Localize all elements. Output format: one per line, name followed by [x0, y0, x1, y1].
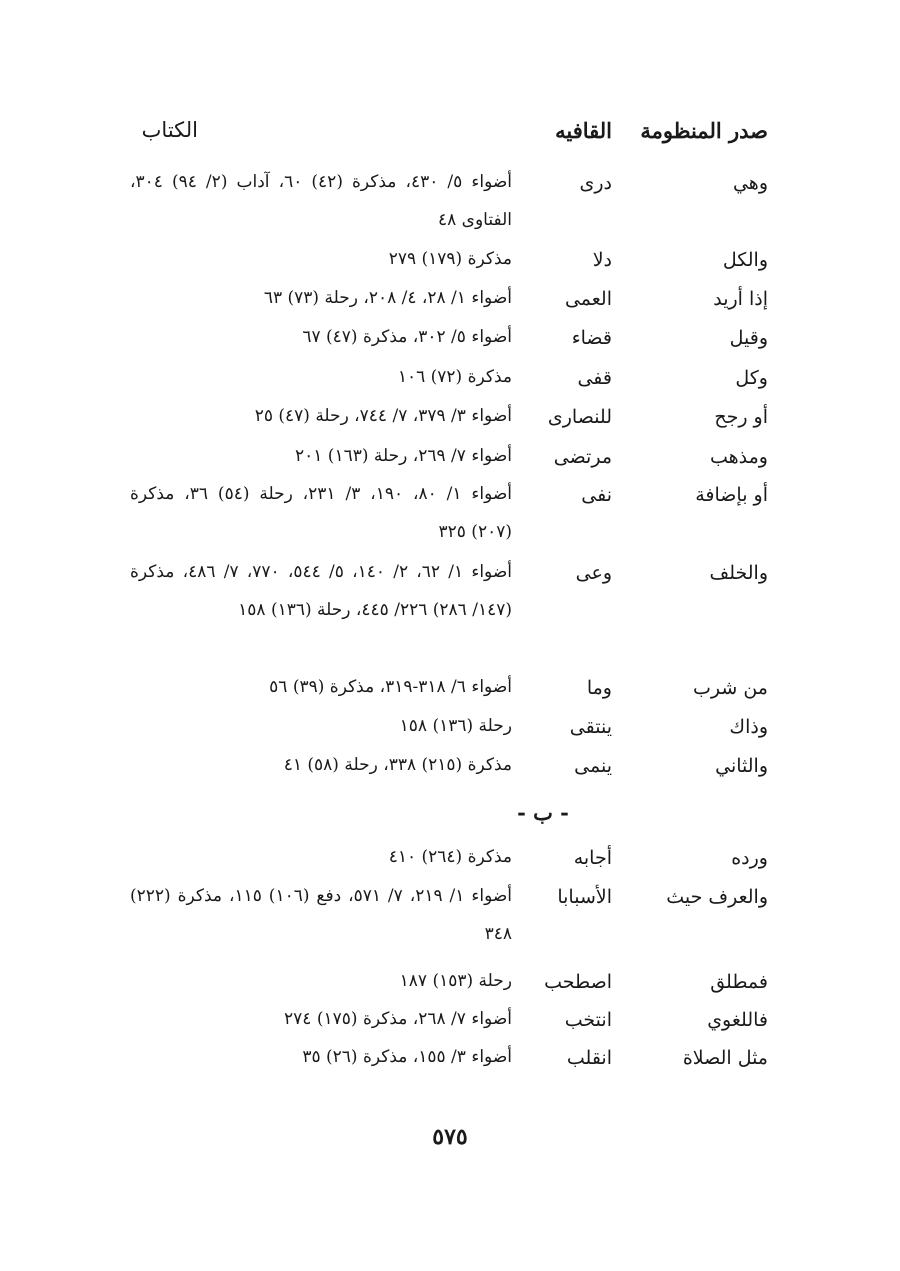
book-refs: أضواء ١/ ٢٨، ٤/ ٢٠٨، رحلة (٧٣) ٦٣ [263, 288, 512, 308]
rhyme: درى [579, 172, 612, 194]
book-refs: أضواء ٥/ ٤٣٠، مذكرة (٤٢) ٦٠، آداب (٢/ ٩٤) ٣٠٤، الفتاوى ٤٨ [130, 172, 513, 230]
section-heading-ba: - ب - [517, 800, 569, 825]
rhyme: نفى [581, 484, 612, 506]
verse-start: فاللغوي [707, 1009, 768, 1031]
rhyme: قفى [577, 367, 612, 389]
header-rhyme: القافيه [555, 118, 612, 143]
verse-start: والكل [722, 249, 768, 271]
book-refs: مذكرة (٢١٥) ٣٣٨، رحلة (٥٨) ٤١ [283, 755, 512, 775]
rhyme: الأسبابا [557, 886, 612, 908]
table-row [0, 163, 900, 230]
rhyme: أجابه [573, 847, 612, 869]
table-row [0, 962, 900, 1002]
table-row [0, 358, 900, 398]
verse-start: من شرب [693, 677, 768, 699]
rhyme: اصطحب [544, 971, 612, 993]
rhyme: ينتقى [569, 716, 612, 738]
book-refs: أضواء ٥/ ٣٠٢، مذكرة (٤٧) ٦٧ [302, 327, 512, 347]
verse-start: والعرف حيث [666, 886, 768, 908]
rhyme: انتخب [564, 1009, 612, 1031]
verse-start: والخلف [709, 562, 768, 584]
book-refs: رحلة (١٥٣) ١٨٧ [399, 971, 512, 991]
book-refs: مذكرة (٢٦٤) ٤١٠ [388, 847, 512, 867]
rhyme: دلا [592, 249, 612, 271]
verse-start: ومذهب [709, 446, 768, 468]
table-row [0, 475, 900, 542]
table-row [0, 318, 900, 358]
table-row [0, 437, 900, 477]
table-row [0, 668, 900, 708]
book-refs: مذكرة (٧٢) ١٠٦ [397, 367, 512, 387]
table-row [0, 279, 900, 319]
verse-start: وهي [732, 172, 768, 194]
rhyme: وعى [575, 562, 612, 584]
verse-start: فمطلق [710, 971, 768, 993]
book-refs: أضواء ٣/ ٣٧٩، ٧/ ٧٤٤، رحلة (٤٧) ٢٥ [254, 406, 512, 426]
verse-start: والثاني [715, 755, 768, 777]
book-refs: أضواء ٧/ ٢٦٩، رحلة (١٦٣) ٢٠١ [295, 446, 512, 466]
book-refs: رحلة (١٣٦) ١٥٨ [399, 716, 512, 736]
rhyme: وما [586, 677, 612, 699]
table-row [0, 746, 900, 786]
book-refs: أضواء ١/ ٢١٩، ٧/ ٥٧١، دفع (١٠٦) ١١٥، مذكرة (٢٢٢) ٣٤٨ [130, 886, 513, 944]
verse-start: ورده [731, 847, 768, 869]
book-refs: أضواء ٣/ ١٥٥، مذكرة (٢٦) ٣٥ [302, 1047, 512, 1067]
header-verse-start: صدر المنظومة [640, 118, 768, 143]
rhyme: قضاء [571, 327, 612, 349]
rhyme: العمى [564, 288, 612, 310]
book-refs: أضواء ١/ ٨٠، ١٩٠، ٣/ ٢٣١، رحلة (٥٤) ٣٦، مذكرة (٢٠٧) ٣٢٥ [130, 484, 513, 542]
book-refs: مذكرة (١٧٩) ٢٧٩ [388, 249, 512, 269]
header-book: الكتاب [141, 118, 198, 142]
verse-start: وكل [735, 367, 768, 389]
rhyme: انقلب [566, 1047, 612, 1069]
verse-start: وقيل [729, 327, 768, 349]
book-refs: أضواء ٦/ ٣١٨-٣١٩، مذكرة (٣٩) ٥٦ [269, 677, 512, 697]
verse-start: وذاك [729, 716, 768, 738]
rhyme: مرتضى [553, 446, 612, 468]
rhyme: ينمى [574, 755, 612, 777]
table-row [0, 1038, 900, 1078]
table-row [0, 240, 900, 280]
table-row [0, 838, 900, 878]
book-refs: أضواء ١/ ٦٢، ٢/ ١٤٠، ٥/ ٥٤٤، ٧٧٠، ٧/ ٤٨٦، مذكرة (١٤٧/ ٢٨٦) ٢٢٦/ ٤٤٥، رحلة (١٣٦) ١٥٨ [130, 562, 512, 620]
table-row [0, 1000, 900, 1040]
table-row [0, 553, 900, 620]
page-number: ٥٧٥ [432, 1124, 468, 1150]
table-row [0, 877, 900, 944]
rhyme: للنصارى [547, 406, 612, 428]
verse-start: أو بإضافة [695, 484, 768, 506]
table-row [0, 707, 900, 747]
verse-start: مثل الصلاة [682, 1047, 768, 1069]
book-refs: أضواء ٧/ ٢٦٨، مذكرة (١٧٥) ٢٧٤ [284, 1009, 512, 1029]
verse-start: أو رجح [714, 406, 768, 428]
table-row [0, 397, 900, 437]
verse-start: إذا أريد [713, 288, 768, 310]
